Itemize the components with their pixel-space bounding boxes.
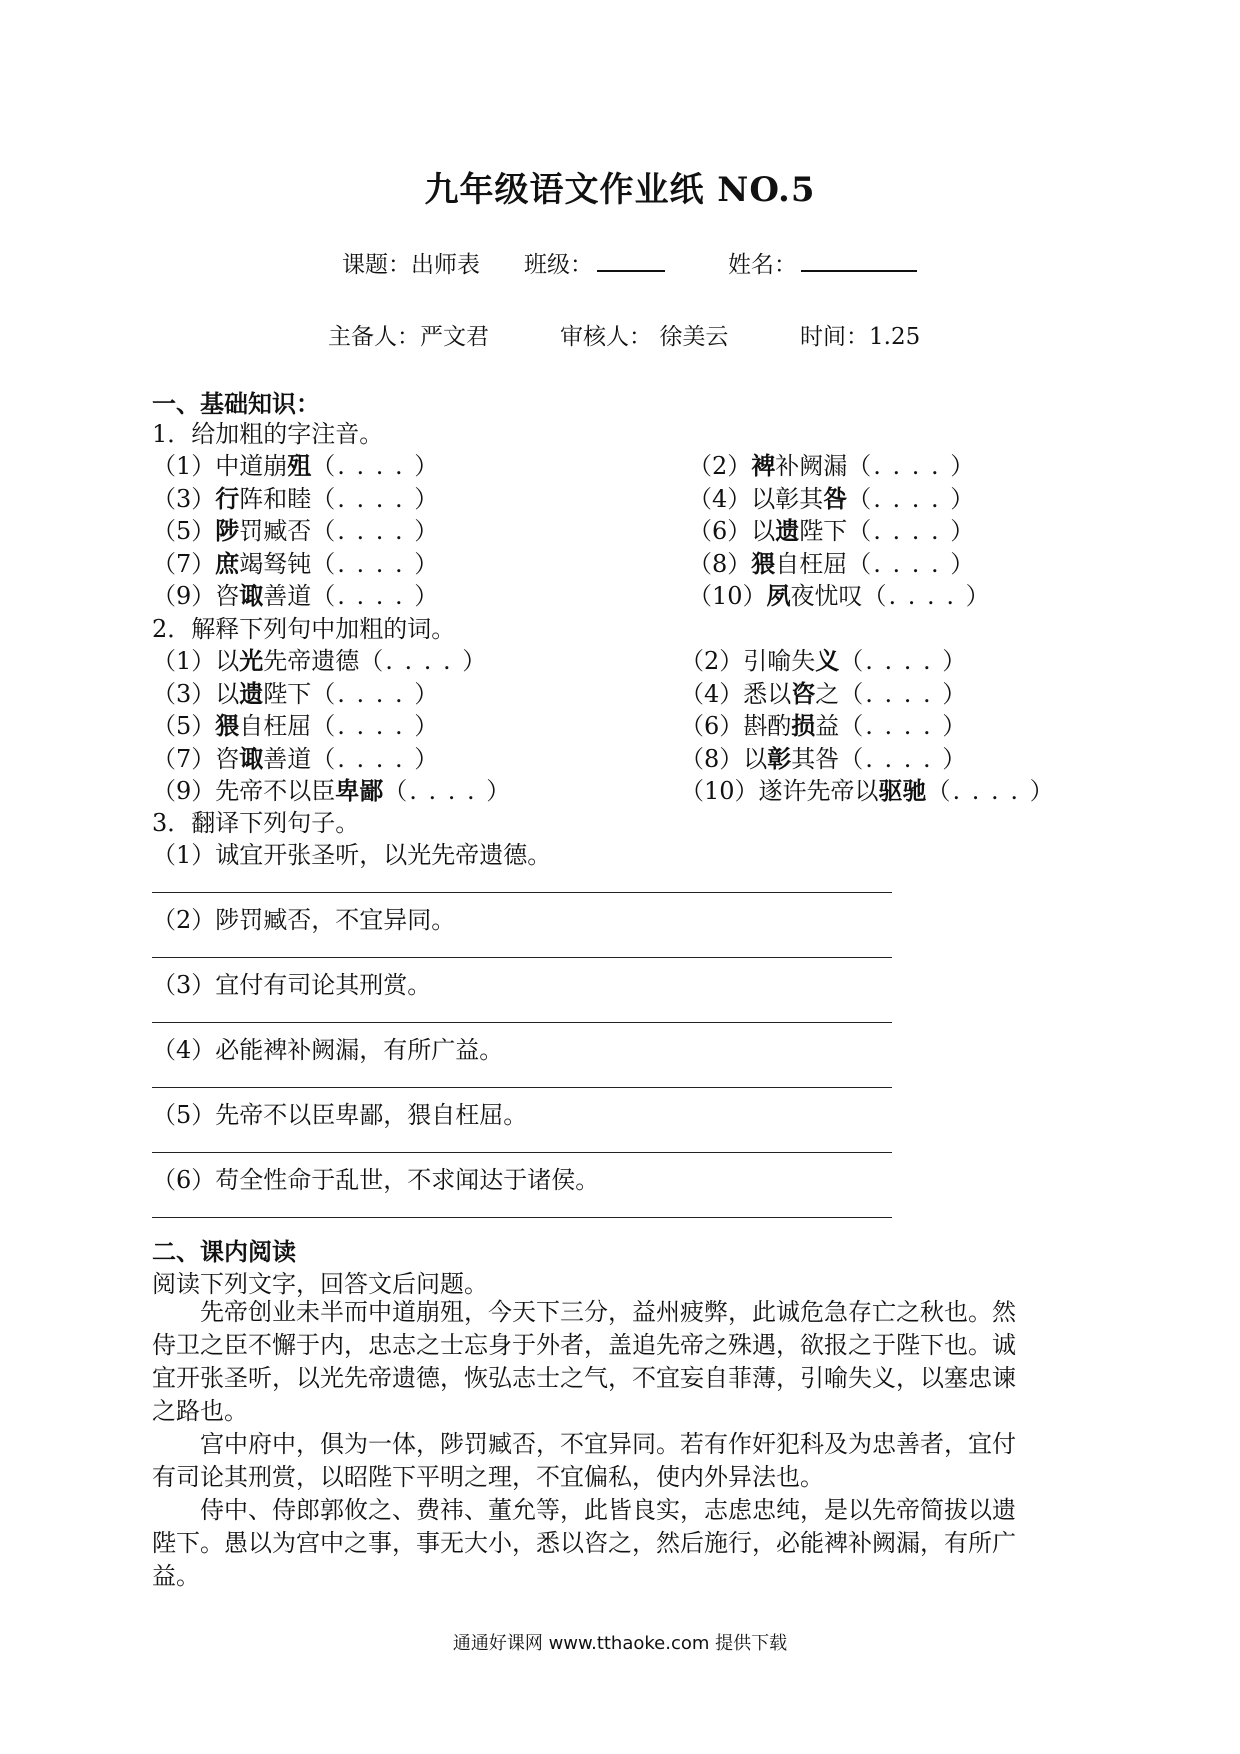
q1-item [152,544,440,579]
answer-blank-parens[interactable]: （. . . . ） [847,452,977,480]
item-text: 阵和睦 [239,484,312,513]
q2-item [680,771,1056,806]
answer-blank-parens[interactable]: （. . . . ） [839,679,969,708]
item-bold-text: 诹 [239,581,264,611]
answer-blank-parens[interactable]: （. . . . ） [311,549,441,578]
q1-item [688,544,976,579]
answer-blank-parens[interactable]: （. . . . ） [383,777,513,806]
item-number: （2） [680,647,744,675]
item-bold-text: 裨 [751,451,776,480]
item-number: （1） [152,452,216,480]
q3-sentence: （3）宜付有司论其刑赏。 [152,971,432,999]
answer-blank-parens[interactable]: （. . . . ） [311,452,441,480]
reading-paragraph-2: 宫中府中，俱为一体，陟罚臧否，不宜异同。若有作奸犯科及为忠善者，宜付有司论其刑赏，以昭陛下平明之理，不宜偏私，使内外异法也。 [152,1430,1016,1491]
q2-item [152,739,440,774]
q3-sentence: （2）陟罚臧否，不宜异同。 [152,906,456,934]
item-text: 引喻失 [743,647,816,675]
item-number: （6） [688,517,752,546]
q3-sentence: （1）诚宜开张圣听，以光先帝遗德。 [152,841,552,869]
item-bold-text: 猥 [215,711,240,741]
item-bold-text: 猥 [751,548,776,578]
item-number: （5） [152,712,216,741]
q1-item [688,479,976,514]
q2-item [152,674,440,709]
author-value: 严文君 [420,324,489,350]
reviewer-value: 徐美云 [659,324,729,350]
reviewer-label: 审核人： [560,324,652,350]
q1-item [688,511,976,546]
item-text: 先帝遗德 [263,647,360,675]
item-text: 悉以 [743,679,792,708]
answer-blank-parens[interactable]: （. . . . ） [311,679,441,708]
item-number: （4） [688,484,752,513]
item-text: 自枉屈 [239,712,312,741]
reading-intro: 阅读下列文字，回答文后问题。 [152,1270,488,1298]
q2-item [152,641,488,676]
topic-value: 出师表 [411,252,480,278]
item-text: 中道崩 [215,452,288,480]
answer-line[interactable] [152,1217,892,1218]
item-number: （10） [680,777,759,806]
item-text: 以 [751,517,776,546]
q3-title: 3．翻译下列句子。 [152,809,360,837]
section1-heading: 一、基础知识： [152,389,320,418]
item-text: 咨 [215,582,240,611]
item-bold-text: 卑鄙 [335,776,384,806]
time-field [800,318,920,351]
answer-blank-parens[interactable]: （. . . . ） [847,549,977,578]
q1-title: 1．给加粗的字注音。 [152,420,384,448]
item-bold-text: 遗 [775,516,800,546]
answer-blank-parens[interactable]: （. . . . ） [311,744,441,773]
answer-blank-parens[interactable]: （. . . . ） [839,647,969,675]
item-bold-text: 驱驰 [878,776,927,806]
item-number: （10） [688,582,767,611]
item-text: 自枉屈 [775,549,848,578]
item-number: （7） [152,744,216,773]
item-text: 罚臧否 [239,517,312,546]
item-number: （8） [680,744,744,773]
class-blank[interactable] [597,248,665,272]
item-text: 以彰其 [751,484,824,513]
item-number: （8） [688,549,752,578]
item-number: （7） [152,549,216,578]
answer-blank-parens[interactable]: （. . . . ） [839,712,969,741]
item-text: 以 [215,679,240,708]
item-text: 补阙漏 [775,452,848,480]
item-text: 咨 [215,744,240,773]
item-bold-text: 夙 [766,581,791,611]
item-bold-text: 殂 [287,451,312,480]
q2-item [152,771,512,806]
item-bold-text: 庶 [215,548,240,578]
answer-blank-parens[interactable]: （. . . . ） [847,517,977,546]
item-text: 遂许先帝以 [758,777,879,806]
item-number: （1） [152,647,216,675]
q2-item [680,739,968,774]
item-number: （4） [680,679,744,708]
item-text: 先帝不以臣 [215,777,336,806]
footer-credit: 通通好课网 www.tthaoke.com 提供下载 [452,1633,788,1654]
q3-sentence: （6）苟全性命于乱世，不求闻达于诸侯。 [152,1166,600,1194]
q2-item [680,674,968,709]
answer-line[interactable] [152,1022,892,1023]
item-text: 陛下 [799,517,848,546]
reviewer-field [560,318,728,351]
topic-label: 课题： [342,252,411,278]
item-number: （9） [152,582,216,611]
answer-blank-parens[interactable]: （. . . . ） [311,517,441,546]
item-bold-text: 陟 [215,516,240,546]
page-title: 九年级语文作业纸 NO.5 [424,170,816,210]
answer-line[interactable] [152,1152,892,1153]
q3-sentence: （5）先帝不以臣卑鄙，猥自枉屈。 [152,1101,528,1129]
time-value: 1.25 [869,324,921,350]
item-number: （3） [152,484,216,513]
answer-blank-parens[interactable]: （. . . . ） [839,744,969,773]
reading-paragraph-1: 先帝创业未半而中道崩殂，今天下三分，益州疲弊，此诚危急存亡之秋也。然侍卫之臣不懈于内，忠志之士忘身于外者，盖追先帝之殊遇，欲报之于陛下也。诚宜开张圣听，以光先帝遗德，恢弘志士之气，不宜妄自菲薄，引喻失义，以塞忠谏之路也。 [152,1298,1016,1425]
item-bold-text: 彰 [767,743,792,773]
answer-line[interactable] [152,1087,892,1088]
item-text: 益 [815,712,840,741]
item-number: （5） [152,517,216,546]
item-bold-text: 诹 [239,743,264,773]
answer-blank-parens[interactable]: （. . . . ） [311,484,441,513]
q2-item [680,706,968,741]
answer-line[interactable] [152,892,892,893]
section2-heading: 二、课内阅读 [152,1237,296,1266]
time-label: 时间： [800,324,869,350]
class-field[interactable] [524,246,665,279]
author-field [328,318,489,351]
item-text: 竭驽钝 [239,549,312,578]
item-number: （3） [152,679,216,708]
item-bold-text: 义 [815,646,840,675]
q1-item [152,576,440,611]
item-text: 夜忧叹 [790,582,863,611]
q2-title: 2．解释下列句中加粗的词。 [152,615,456,643]
item-text: 善道 [263,582,312,611]
item-text: 陛下 [263,679,312,708]
item-bold-text: 损 [791,711,816,741]
answer-line[interactable] [152,957,892,958]
item-text: 之 [815,679,840,708]
q1-item [152,446,440,481]
item-bold-text: 遗 [239,678,264,708]
name-field[interactable] [728,246,917,279]
answer-blank-parens[interactable]: （. . . . ） [359,647,489,675]
item-text: 斟酌 [743,712,792,741]
item-text: 以 [215,647,240,675]
topic-field [342,246,480,279]
q2-item [680,641,968,676]
item-number: （9） [152,777,216,806]
item-bold-text: 行 [215,483,240,513]
item-number: （2） [688,452,752,480]
answer-blank-parens[interactable]: （. . . . ） [311,712,441,741]
q1-item [152,511,440,546]
item-bold-text: 光 [239,646,264,675]
answer-blank-parens[interactable]: （. . . . ） [311,582,441,611]
name-label: 姓名： [728,252,797,278]
q1-item [688,576,992,611]
class-label: 班级： [524,252,593,278]
item-number: （6） [680,712,744,741]
item-bold-text: 咎 [823,483,848,513]
item-text: 善道 [263,744,312,773]
q1-item [152,479,440,514]
q1-item [688,446,976,481]
answer-blank-parens[interactable]: （. . . . ） [847,484,977,513]
answer-blank-parens[interactable]: （. . . . ） [926,777,1056,806]
q2-item [152,706,440,741]
author-label: 主备人： [328,324,420,350]
answer-blank-parens[interactable]: （. . . . ） [862,582,992,611]
item-text: 其咎 [791,744,840,773]
item-bold-text: 咨 [791,678,816,708]
reading-paragraph-3: 侍中、侍郎郭攸之、费祎、董允等，此皆良实，志虑忠纯，是以先帝简拔以遗陛下。愚以为宫中之事，事无大小，悉以咨之，然后施行，必能裨补阙漏，有所广益。 [152,1496,1016,1590]
q3-sentence: （4）必能裨补阙漏，有所广益。 [152,1036,504,1064]
name-blank[interactable] [801,248,917,272]
item-text: 以 [743,744,768,773]
